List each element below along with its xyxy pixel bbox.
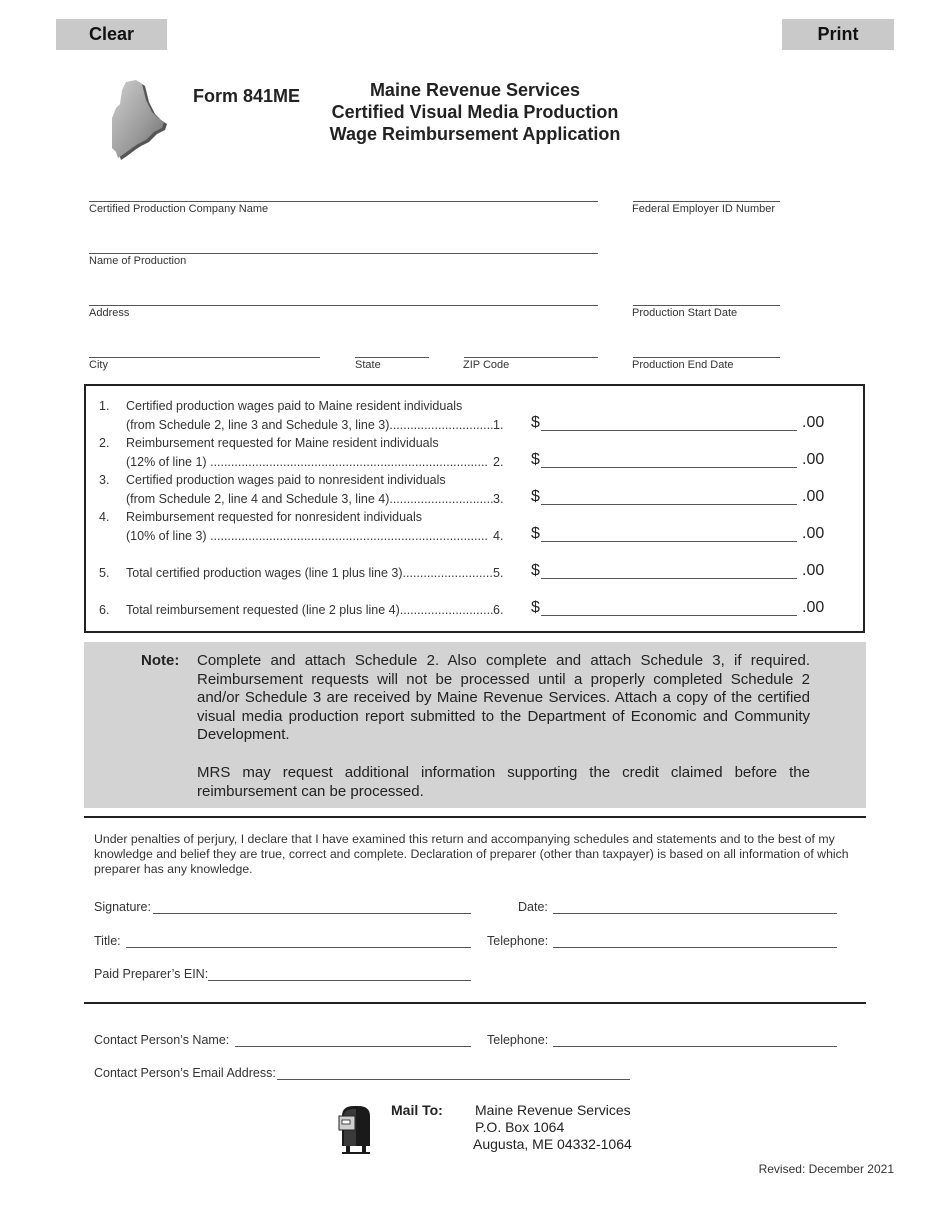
line-2-ref: 2. [493,455,504,469]
signature-input[interactable] [153,913,471,914]
line-3-text-a: Certified production wages paid to nonresident individuals [126,473,446,487]
divider-top [84,816,866,818]
address-input[interactable] [89,305,598,306]
note-paragraph-1: Complete and attach Schedule 2. Also complete and attach Schedule 3, if required. Reimbursement requests will not be processed until a properly completed Schedule 2 and/or Schedule 3 are received by Maine Revenue Services. Attach a copy of the certified visual media production report submitted to the Department of Economic and Community Development. [197,652,810,744]
address-label: Address [89,307,130,319]
line-2-cents: .00 [802,451,825,468]
line-3-ref: 3. [493,492,504,506]
line-6-number: 6. [99,603,110,617]
line-1-cents: .00 [802,414,825,431]
line-3-amount-input[interactable] [541,504,797,505]
line-1-number: 1. [99,399,110,413]
signer-telephone-label: Telephone: [487,934,549,948]
line-5-cents: .00 [802,562,825,579]
line-3-text-b: (from Schedule 2, line 4 and Schedule 3, line 4).............................. [126,492,494,506]
mail-address-line1: Maine Revenue Services [475,1102,631,1118]
line-4-text-a: Reimbursement requested for nonresident individuals [126,510,422,524]
contact-email-label: Contact Person’s Email Address: [94,1066,276,1080]
signer-telephone-input[interactable] [553,947,837,948]
line-1-ref: 1. [493,418,504,432]
title-input[interactable] [126,947,471,948]
line-1-dollar: $ [531,414,540,431]
line-4-number: 4. [99,510,110,524]
contact-name-label: Contact Person’s Name: [94,1033,230,1047]
revised-date: Revised: December 2021 [758,1162,894,1176]
preparer-ein-input[interactable] [208,980,471,981]
line-6-cents: .00 [802,599,825,616]
mailbox-icon [336,1102,376,1154]
line-3-number: 3. [99,473,110,487]
line-2-number: 2. [99,436,110,450]
form-title-line1: Certified Visual Media Production [331,102,619,122]
zip-input[interactable] [464,357,598,358]
form-title-line2: Wage Reimbursement Application [329,124,621,144]
company-name-label: Certified Production Company Name [89,203,269,215]
line-6-ref: 6. [493,603,504,617]
end-date-input[interactable] [633,357,780,358]
line-6-dollar: $ [531,599,540,616]
mail-address-line2: P.O. Box 1064 [475,1119,565,1135]
mail-to-label: Mail To: [391,1102,443,1118]
title-label: Title: [94,934,121,948]
production-name-input[interactable] [89,253,598,254]
line-3-cents: .00 [802,488,825,505]
start-date-input[interactable] [633,305,780,306]
contact-email-input[interactable] [277,1079,630,1080]
line-6-amount-input[interactable] [541,615,797,616]
line-6-text: Total reimbursement requested (line 2 plus line 4)........................... [126,603,494,617]
signature-label: Signature: [94,900,151,914]
maine-state-logo [106,78,172,160]
date-input[interactable] [553,913,837,914]
note-label: Note: [141,652,180,669]
end-date-label: Production End Date [632,359,734,371]
line-2-text-a: Reimbursement requested for Maine resident individuals [126,436,439,450]
line-5-ref: 5. [493,566,504,580]
contact-telephone-input[interactable] [553,1046,837,1047]
city-label: City [89,359,108,371]
contact-telephone-label: Telephone: [487,1033,549,1047]
perjury-declaration: Under penalties of perjury, I declare that I have examined this return and accompanying schedules and statements and to the best of my knowledge and belief they are true, correct and complete. Declaration of preparer (other than taxpayer) is based on all information of which preparer has any knowledge. [94,832,849,877]
line-4-text-b: (10% of line 3) ................................................................................ [126,529,488,543]
mail-address-line3: Augusta, ME 04332-1064 [473,1136,632,1152]
clear-button[interactable]: Clear [56,19,167,50]
agency-name: Maine Revenue Services [369,80,581,100]
form-number: Form 841ME [193,86,301,106]
company-name-input[interactable] [89,201,598,202]
state-label: State [355,359,381,371]
print-button[interactable]: Print [782,19,894,50]
line-1-text-a: Certified production wages paid to Maine resident individuals [126,399,463,413]
note-paragraph-2: MRS may request additional information supporting the credit claimed before the reimbursement can be processed. [197,764,810,800]
line-5-number: 5. [99,566,110,580]
production-name-label: Name of Production [89,255,187,267]
divider-bottom [84,1002,866,1004]
fein-input[interactable] [633,201,780,202]
city-input[interactable] [89,357,320,358]
line-5-text: Total certified production wages (line 1 plus line 3).......................... [126,566,493,580]
state-input[interactable] [355,357,429,358]
line-1-text-b: (from Schedule 2, line 3 and Schedule 3, line 3).............................. [126,418,494,432]
line-5-dollar: $ [531,562,540,579]
start-date-label: Production Start Date [632,307,738,319]
line-4-dollar: $ [531,525,540,542]
contact-name-input[interactable] [235,1046,471,1047]
line-5-amount-input[interactable] [541,578,797,579]
zip-label: ZIP Code [463,359,510,371]
line-4-amount-input[interactable] [541,541,797,542]
preparer-ein-label: Paid Preparer’s EIN: [94,967,209,981]
line-4-ref: 4. [493,529,504,543]
line-2-text-b: (12% of line 1) ................................................................................ [126,455,488,469]
line-3-dollar: $ [531,488,540,505]
line-2-amount-input[interactable] [541,467,797,468]
line-4-cents: .00 [802,525,825,542]
fein-label: Federal Employer ID Number [632,203,776,215]
line-1-amount-input[interactable] [541,430,797,431]
line-2-dollar: $ [531,451,540,468]
date-label: Date: [518,900,548,914]
